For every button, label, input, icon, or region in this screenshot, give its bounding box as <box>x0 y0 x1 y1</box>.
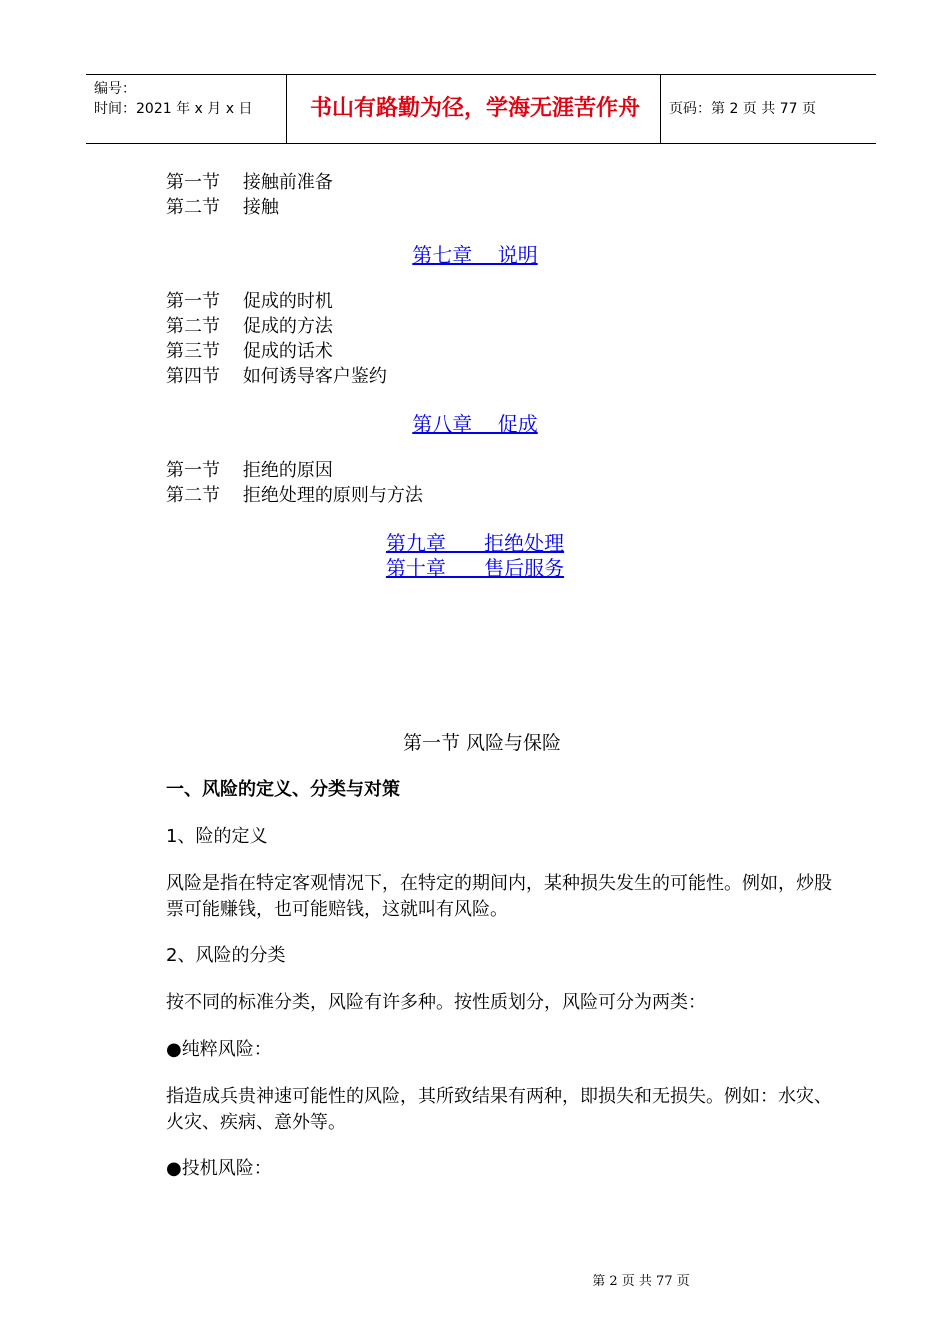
toc-entry: 第一节 接触前准备 <box>166 172 333 193</box>
toc-entry: 第三节 促成的话术 <box>166 341 333 362</box>
header-page-label: 页码：第 2 页 共 77 页 <box>669 101 816 117</box>
page-header <box>86 74 876 144</box>
item-definition: 1、险的定义 <box>166 826 268 847</box>
chapter8-link[interactable]: 第八章 促成 <box>412 412 538 436</box>
toc-entry: 第二节 拒绝处理的原则与方法 <box>166 485 423 506</box>
chapter-heading <box>0 531 950 556</box>
item-classification: 2、风险的分类 <box>166 945 286 966</box>
header-meta <box>94 79 252 119</box>
bullet-speculative-risk: ●投机风险： <box>166 1158 272 1179</box>
heading-definition: 一、风险的定义、分类与对策 <box>166 779 400 800</box>
paragraph-classification: 按不同的标准分类，风险有许多种。按性质划分，风险可分为两类： <box>166 992 706 1013</box>
time-label: 时间：2021 年 x 月 x 日 <box>94 101 253 117</box>
paragraph-definition: 风险是指在特定客观情况下，在特定的期间内，某种损失发生的可能性。例如，炒股票可能赚钱，也可能赔钱，这就叫有风险。 <box>166 873 832 920</box>
toc-entry: 第二节 接触 <box>166 197 279 218</box>
header-divider <box>286 75 287 143</box>
paragraph-pure-risk: 指造成兵贵神速可能性的风险，其所致结果有两种，即损失和无损失。例如：水灾、火灾、疾病、意外等。 <box>166 1086 832 1133</box>
bullet-pure-risk: ●纯粹风险： <box>166 1039 272 1060</box>
page-footer: 第 2 页 共 77 页 <box>592 1274 690 1289</box>
chapter-heading <box>0 243 950 268</box>
chapter9-link[interactable]: 第九章 拒绝处理 <box>385 531 565 555</box>
section-title: 第一节 风险与保险 <box>402 732 562 754</box>
header-motto: 书山有路勤为径，学海无涯苦作舟 <box>309 96 640 121</box>
toc-entry: 第一节 促成的时机 <box>166 291 333 312</box>
number-label: 编号： <box>94 81 136 97</box>
chapter7-link[interactable]: 第七章 说明 <box>412 243 538 267</box>
toc-entry: 第一节 拒绝的原因 <box>166 460 333 481</box>
chapter-heading <box>0 412 950 437</box>
chapter-heading <box>0 556 950 581</box>
toc-entry: 第四节 如何诱导客户鉴约 <box>166 366 387 387</box>
chapter10-link[interactable]: 第十章 售后服务 <box>385 556 565 580</box>
toc-entry: 第二节 促成的方法 <box>166 316 333 337</box>
header-divider <box>660 75 661 143</box>
